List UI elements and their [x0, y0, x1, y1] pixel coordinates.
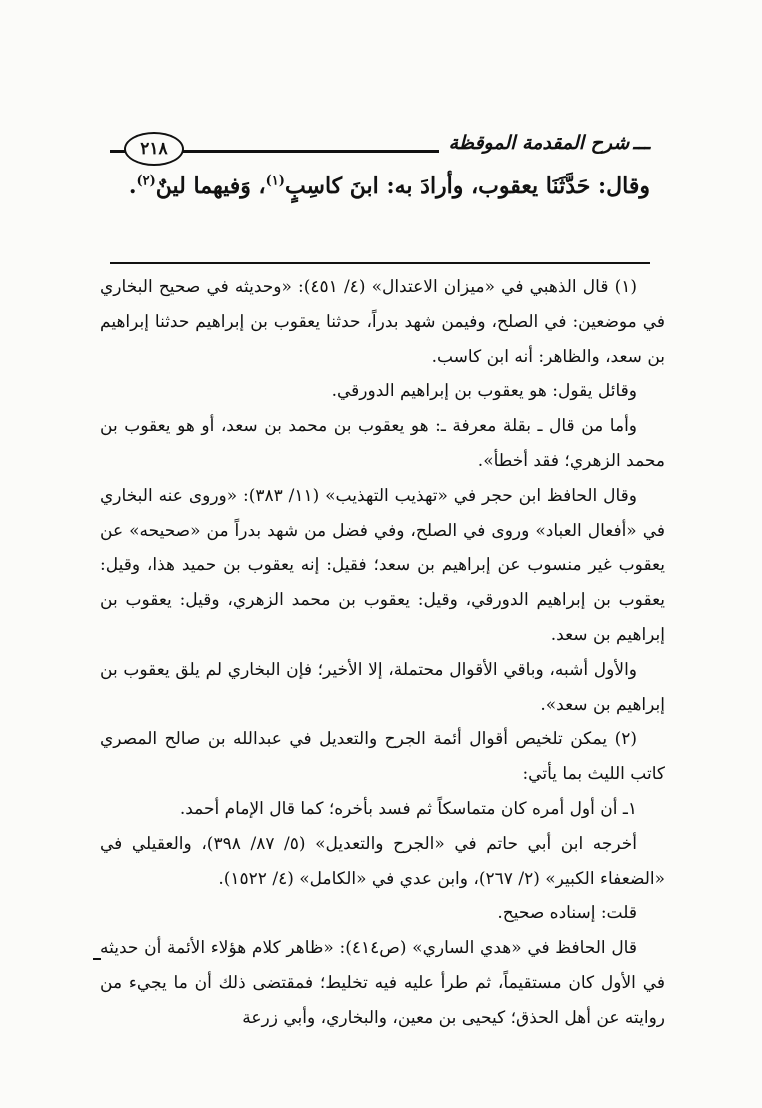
main-text-part2: ، وَفيهما لينٌ — [155, 173, 266, 199]
footnote-1-paragraph: وقال الحافظ ابن حجر في «تهذيب التهذيب» (١١/ ٣٨٣): «وروى عنه البخاري في «أفعال العباد» وروى في الصلح، وفي فضل من شهد بدراً من «صحيحه» عن يعقوب غير منسوب عن إبراهيم بن سعد؛ فقيل: إنه يعقوب بن حميد هذا، وقيل: يعقوب بن إبراهيم الدورقي، وقيل: يعقوب بن محمد الزهري، وقيل: يعقوب بن إبراهيم بن سعد. — [100, 485, 665, 645]
footnote-1-paragraph: وقائل يقول: هو يعقوب بن إبراهيم الدورقي. — [331, 381, 637, 402]
page-number — [124, 132, 184, 166]
footnote-marker-2: (٢) — [136, 173, 156, 189]
main-text-part1: وقال: حَدَّثَنَا يعقوب، وأرادَ به: ابنَ كاسِبٍ — [284, 173, 650, 199]
main-text-end: . — [128, 173, 137, 199]
running-title-dash: ـــ — [633, 132, 650, 154]
footnote-marker-1: (١) — [265, 173, 285, 189]
footnote-2-paragraph: ١ـ أن أول أمره كان متماسكاً ثم فسد بأخره؛ كما قال الإمام أحمد. — [179, 798, 637, 819]
footnote-1-paragraph: وأما من قال ـ بقلة معرفة ـ: هو يعقوب بن محمد بن سعد، أو هو يعقوب بن محمد الزهري؛ فقد أخطأ». — [100, 416, 665, 471]
running-title — [439, 128, 650, 158]
footnote-1-paragraph: والأول أشبه، وباقي الأقوال محتملة، إلا الأخير؛ فإن البخاري لم يلق يعقوب بن إبراهيم بن سعد». — [100, 659, 665, 715]
continuation-mark — [93, 958, 101, 960]
page-header — [110, 128, 650, 164]
footnote-2-paragraph: قال الحافظ في «هدي الساري» (ص٤١٤): «ظاهر كلام هؤلاء الأئمة أن حديثه في الأول كان مستقيماً، ثم طرأ عليه فيه تخليط؛ فمقتضى ذلك أن ما يجيء من روايته عن أهل الحذق؛ كيحيى بن معين، والبخاري، وأبي زرعة — [100, 938, 665, 1028]
page-number-text: ٢١٨ — [140, 139, 168, 159]
footnote-separator — [110, 262, 650, 264]
footnote-2-paragraph: قلت: إسناده صحيح. — [497, 903, 637, 924]
running-title-text: شرح المقدمة الموقظة — [448, 132, 630, 154]
footnotes — [100, 270, 665, 1036]
footnote-1-paragraph: (١) قال الذهبي في «ميزان الاعتدال» (٤/ ٤٥١): «وحديثه في صحيح البخاري في موضعين: في الصلح، وفيمن شهد بدراً، حدثنا يعقوب بن إبراهيم حدثنا إبراهيم بن سعد، والظاهر: أنه ابن كاسب. — [100, 277, 665, 367]
main-text — [110, 168, 650, 204]
footnote-2-paragraph: (٢) يمكن تلخيص أقوال أئمة الجرح والتعديل في عبدالله بن صالح المصري كاتب الليث بما يأتي: — [100, 729, 665, 785]
footnote-2-paragraph: أخرجه ابن أبي حاتم في «الجرح والتعديل» (٥/ ٨٧/ ٣٩٨)، والعقيلي في «الضعفاء الكبير» (٢/ ٢٦٧)، وابن عدي في «الكامل» (٤/ ١٥٢٢). — [100, 833, 665, 889]
